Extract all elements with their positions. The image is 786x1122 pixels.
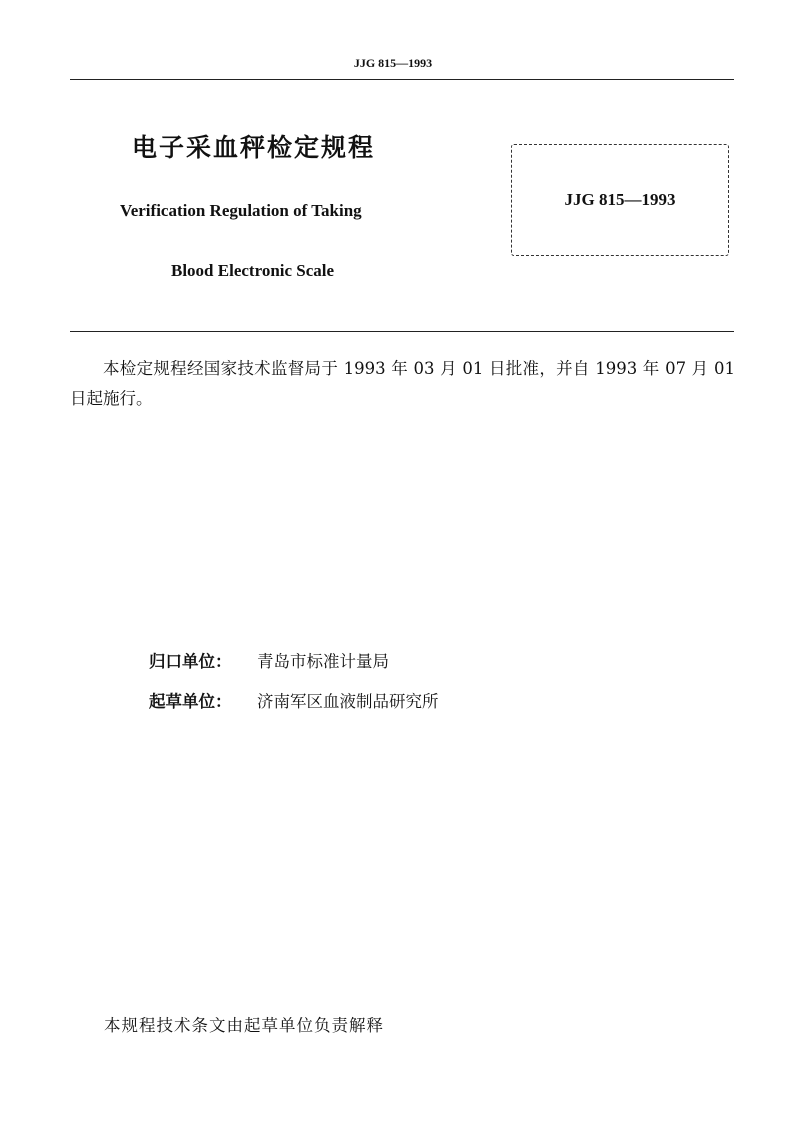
footer-note: 本规程技术条文由起草单位负责解释 [104,1016,384,1035]
title-chinese: 电子采血秤检定规程 [132,133,376,162]
org-label: 起草单位： [149,692,232,711]
title-english-line2: Blood Electronic Scale [171,261,335,280]
org-label: 归口单位： [149,652,232,671]
standard-code-box-text: JJG 815—1993 [564,190,676,209]
org-value: 济南军区血液制品研究所 [257,692,439,711]
title-rule [70,331,734,332]
org-row-responsible [149,648,389,672]
header-rule [70,79,734,80]
org-row-drafting [149,688,439,712]
title-english-line1: Verification Regulation of Taking [120,201,362,220]
standard-code-box [511,144,729,256]
header-standard-code: JJG 815—1993 [353,56,433,70]
approval-paragraph: 本检定规程经国家技术监督局于 1993 年 03 月 01 日批准，并自 1993 年 07 月 01 日起施行。 [70,359,735,408]
org-value: 青岛市标准计量局 [257,652,389,671]
